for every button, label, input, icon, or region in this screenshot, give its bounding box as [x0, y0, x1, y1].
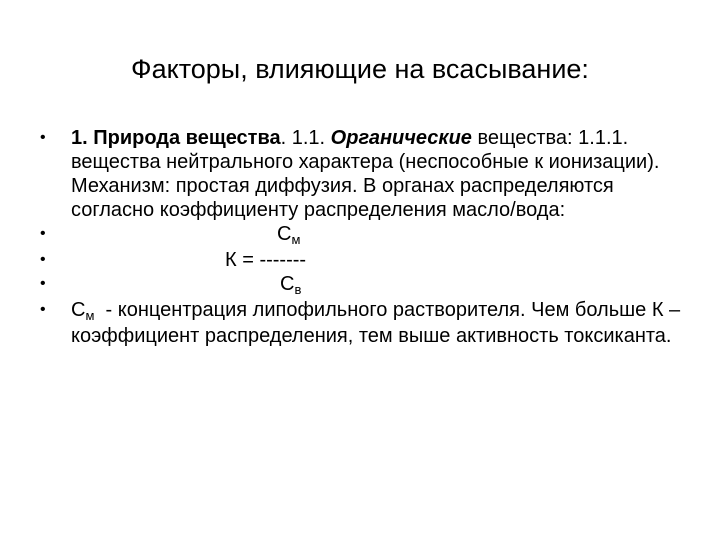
bullet: • — [40, 275, 46, 292]
title-colon: : — [581, 54, 589, 84]
item-text: - концентрация липофильного растворителя. Чем больше К – коэффициент распределения, тем выше активность токсиканта. — [71, 299, 686, 347]
section-number: . 1.1. — [280, 127, 331, 149]
cm-subscript: м — [85, 308, 95, 323]
italic-term: Органические — [330, 127, 472, 149]
list-item-denominator — [40, 272, 700, 298]
denominator-letter: С — [280, 273, 295, 295]
formula-k-line: К = ------- — [225, 249, 307, 271]
slide-title — [0, 52, 720, 86]
bullet-list — [40, 126, 700, 348]
list-item-k — [40, 248, 700, 272]
bullet: • — [40, 225, 46, 242]
title-text: Факторы, влияющие на всасывание — [131, 54, 582, 84]
bullet: • — [40, 301, 46, 318]
cm-letter: С — [71, 299, 86, 321]
list-item-nature — [40, 126, 700, 222]
numerator-letter: С — [277, 223, 292, 245]
item-text: вещества: 1.1.1. вещества нейтрального характера (неспособные к ионизации). Механизм: простая диффузия. В органах распределяются согласно коэффициенту распределения масло/вода: — [71, 127, 660, 221]
list-item-concentration — [40, 298, 700, 348]
list-item-numerator — [40, 222, 700, 248]
numerator-subscript: м — [291, 232, 301, 247]
denominator-subscript: в — [294, 282, 302, 297]
bullet: • — [40, 251, 46, 268]
bullet: • — [40, 129, 46, 146]
bold-label: 1. Природа вещества — [71, 127, 281, 149]
